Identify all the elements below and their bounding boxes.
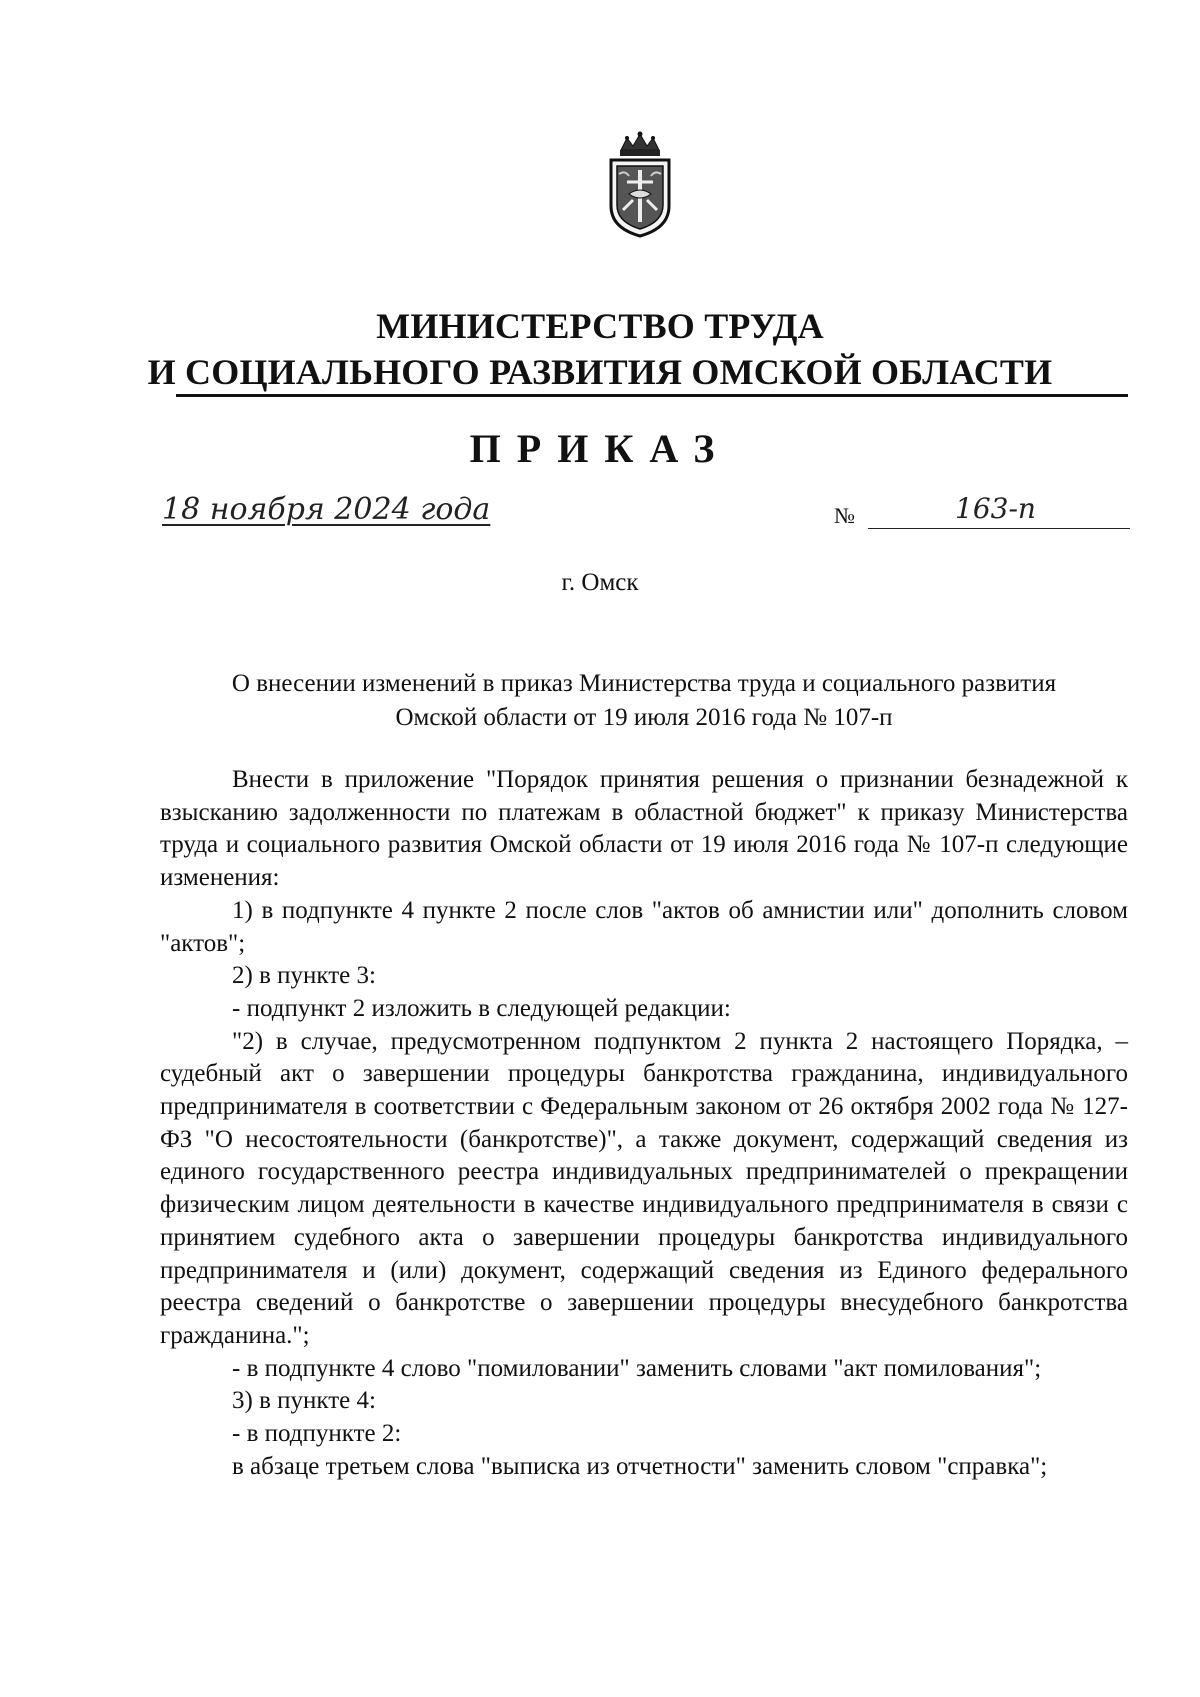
body-paragraph: 2) в пункте 3: (232, 962, 376, 990)
order-number-label: № (834, 503, 855, 528)
order-number-underline (868, 528, 1130, 529)
body-paragraph: в абзаце третьем слова "выписка из отчетности" заменить словом "справка"; (232, 1452, 1048, 1480)
order-title: ПРИКАЗ (469, 426, 731, 471)
order-subject-line1: О внесении изменений в приказ Министерства труда и социального развития (231, 670, 1057, 697)
order-subject (160, 667, 1128, 735)
order-date-handwritten: 18 ноября 2024 года (162, 492, 491, 527)
coat-of-arms-icon (605, 130, 675, 240)
body-paragraph: "2) в случае, предусмотренном подпунктом 2 пункта 2 настоящего Порядка, – судебный акт о завершении процедуры банкротства гражданина, индивидуального предпринимателя в соответствии с Федеральным законом от 26 октября 2002 года № 127-ФЗ "О несостоятельности (банкротстве)", а также документ, содержащий сведения из единого государственного реестра индивидуальных предпринимателей о прекращении физическим лицом деятельности в качестве индивидуального предпринимателя в связи с принятием судебного акта о завершении процедуры банкротства индивидуального предпринимателя и (или) документ, содержащий сведения из Единого федерального реестра сведений о банкротстве о завершении процедуры внесудебного банкротства гражданина."; (160, 1027, 1128, 1349)
ministry-title-line2: И СОЦИАЛЬНОГО РАЗВИТИЯ ОМСКОЙ ОБЛАСТИ (147, 352, 1053, 392)
body-paragraph: 3) в пункте 4: (232, 1387, 376, 1415)
body-paragraph: - в подпункте 2: (232, 1420, 402, 1448)
ministry-title-line1: МИНИСТЕРСТВО ТРУДА (376, 306, 824, 346)
body-paragraph: Внести в приложение "Порядок принятия решения о признании безнадежной к взысканию задолженности по платежам в областной бюджет" к приказу Министерства труда и социального развития Омской области от 19 июля 2016 года № 107-п следующие изменения: (160, 766, 1128, 892)
body-paragraph: - подпункт 2 изложить в следующей редакции: (232, 994, 731, 1022)
body-paragraph: - в подпункте 4 слово "помиловании" заменить словами "акт помилования"; (232, 1354, 1042, 1382)
order-subject-line2: Омской области от 19 июля 2016 года № 107-п (395, 704, 893, 731)
header-divider (176, 394, 1128, 397)
order-body (160, 764, 1128, 1483)
body-paragraph: 1) в подпункте 4 пункте 2 после слов "актов об амнистии или" дополнить словом "актов"; (160, 896, 1128, 957)
order-number-handwritten: 163-п (955, 492, 1036, 525)
city-label: г. Омск (561, 569, 639, 596)
